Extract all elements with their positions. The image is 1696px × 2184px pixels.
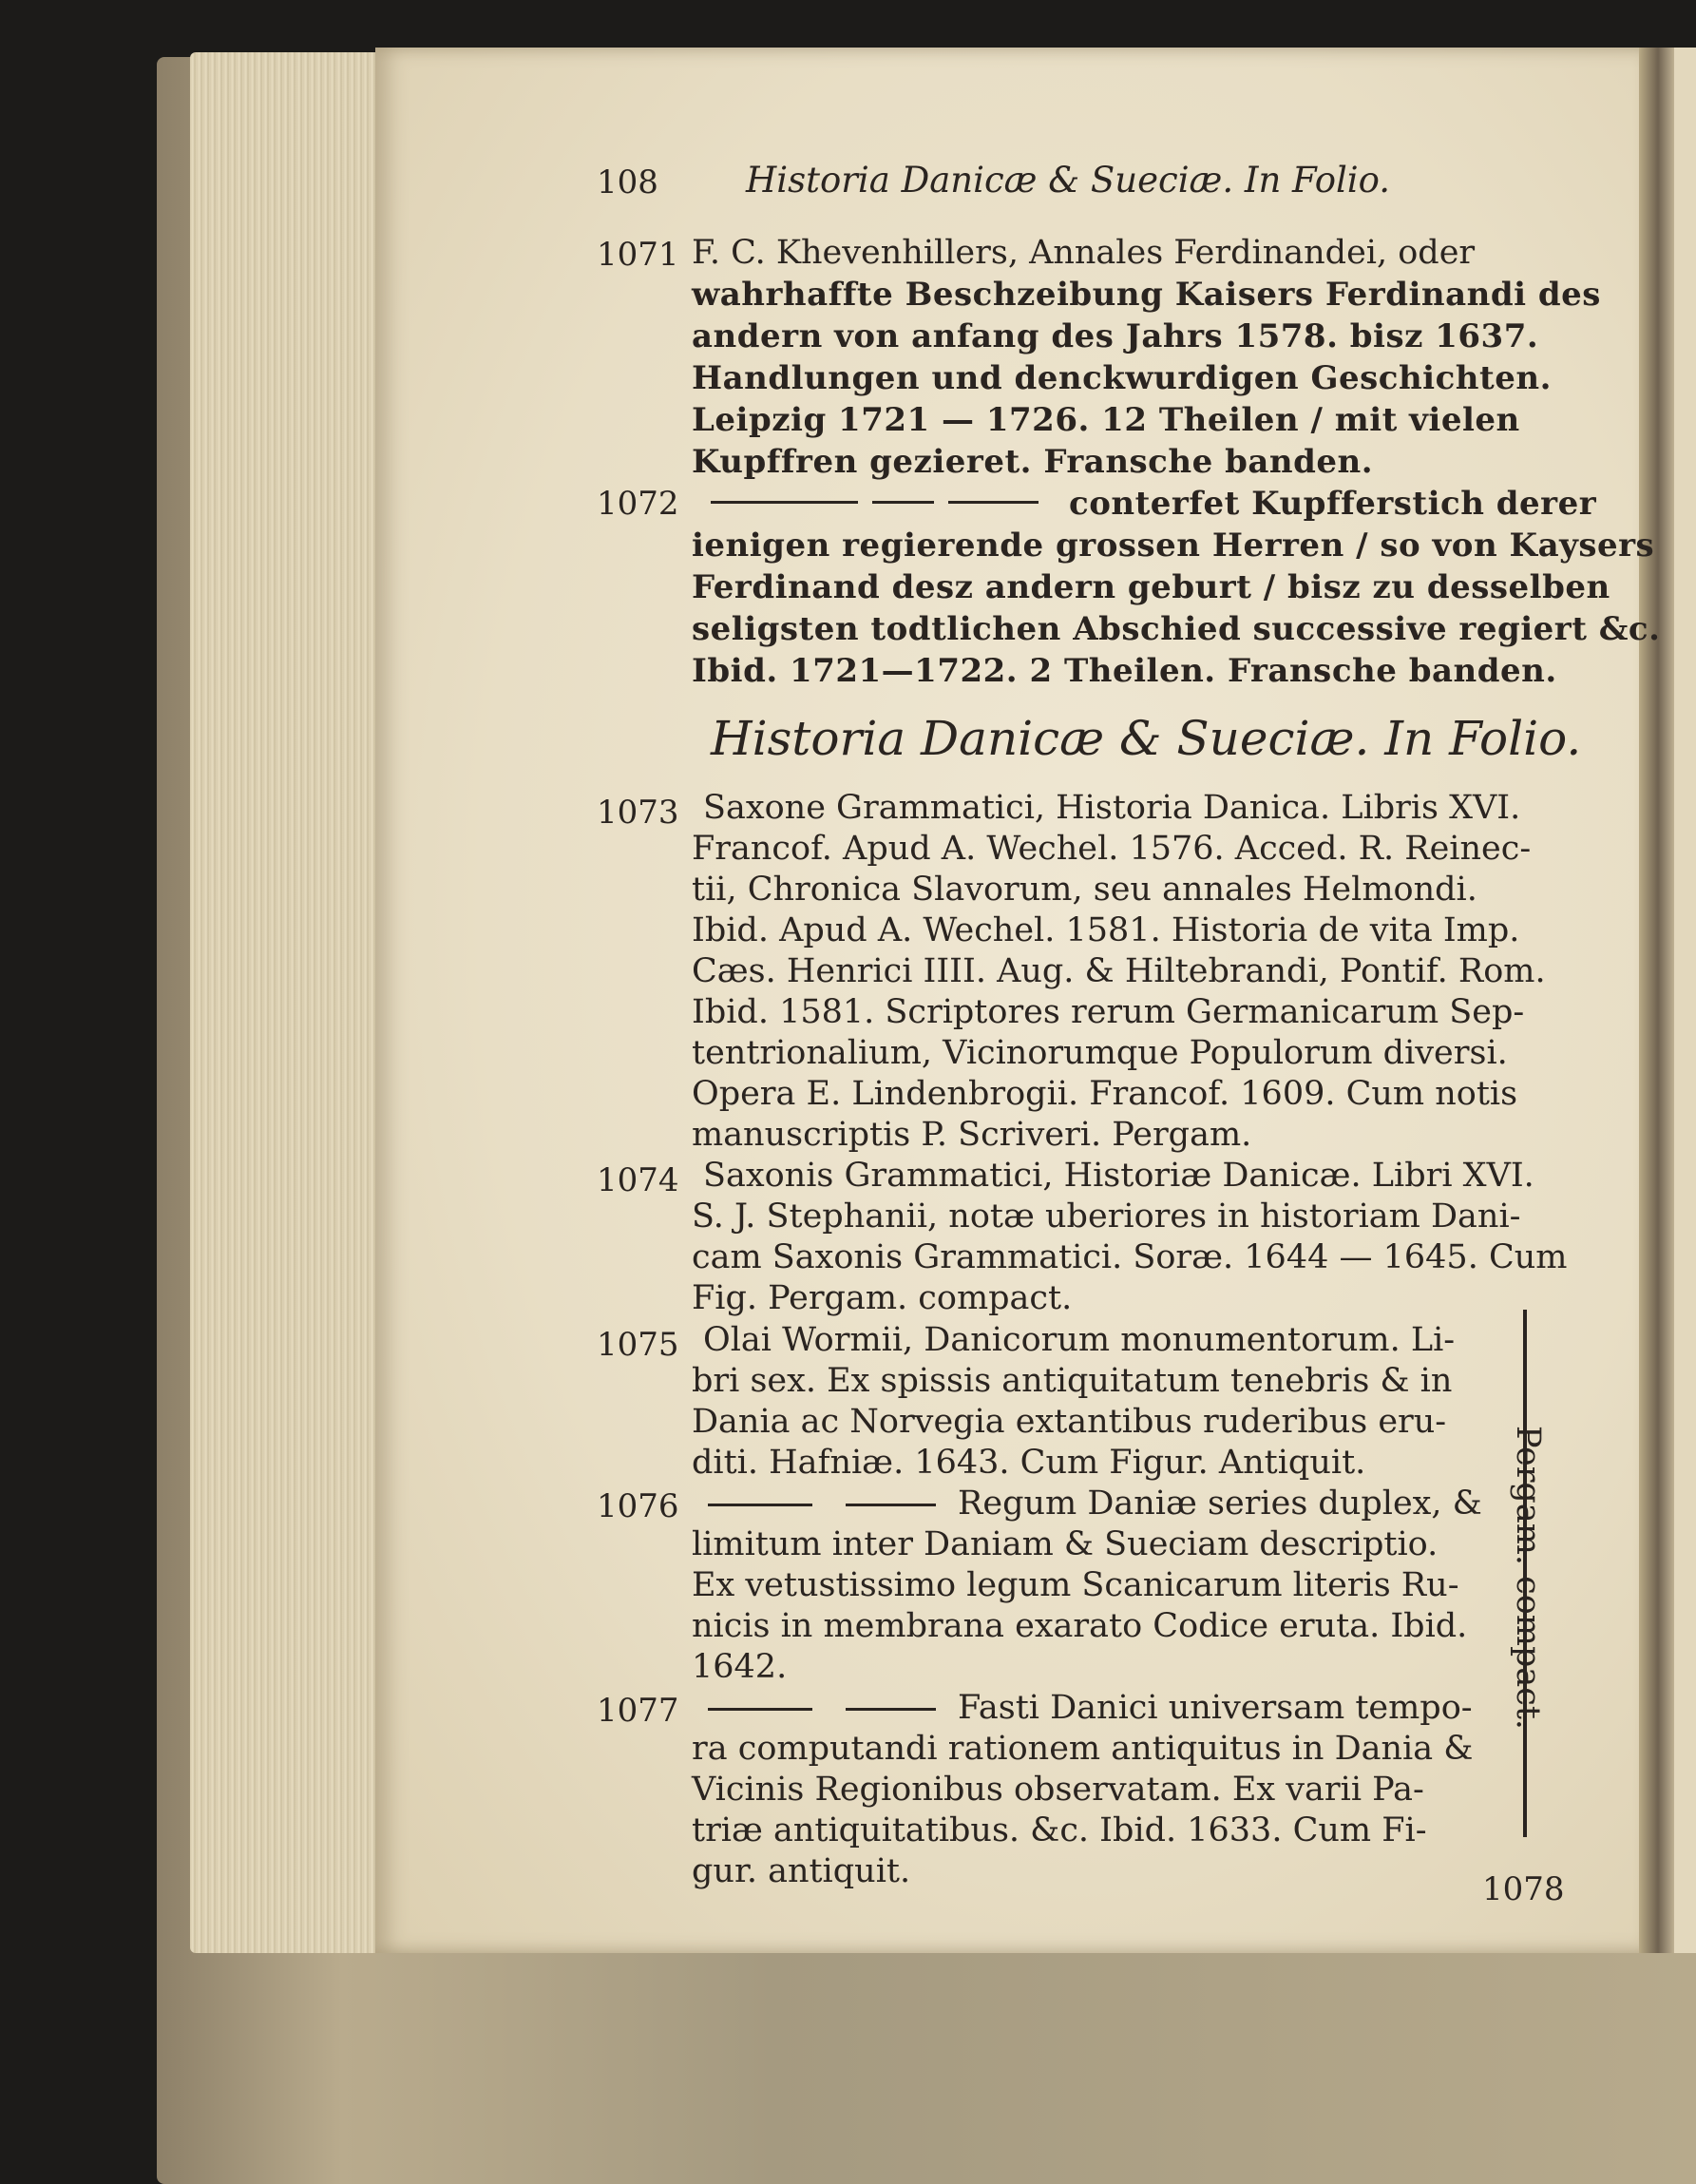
entry-line: Francof. Apud A. Wechel. 1576. Acced. R. Reinec- <box>692 830 1532 868</box>
entry-line: Ferdinand desz andern geburt / bisz zu desselben <box>692 568 1610 606</box>
page-number: 108 <box>597 163 658 201</box>
entry-line: nicis in membrana exarato Codice eruta. Ibid. <box>692 1607 1468 1645</box>
entry-line: wahrhaffte Beschzeibung Kaisers Ferdinandi des <box>692 276 1601 314</box>
entry-number: 1077 <box>597 1692 679 1730</box>
entry-line: Handlungen und denckwurdigen Geschichten. <box>692 359 1552 397</box>
ditto-rule <box>708 1504 812 1506</box>
entry-line: Leipzig 1721 — 1726. 12 Theilen / mit vielen <box>692 401 1520 439</box>
entry-line: triæ antiquitatibus. &c. Ibid. 1633. Cum Fi- <box>692 1811 1427 1849</box>
entry-line: F. C. Khevenhillers, Annales Ferdinandei, oder <box>692 234 1476 272</box>
entry-number: 1073 <box>597 794 679 832</box>
entry-line: limitum inter Daniam & Sueciam descriptio. <box>692 1525 1439 1563</box>
entry-line: tii, Chronica Slavorum, seu annales Helmondi. <box>692 871 1477 909</box>
entry-line: Ex vetustissimo legum Scanicarum literis Ru- <box>692 1566 1459 1604</box>
entry-line: Vicinis Regionibus observatam. Ex varii Pa- <box>692 1771 1424 1809</box>
entry-number: 1075 <box>597 1326 679 1364</box>
entry-line: Kupffren gezieret. Fransche banden. <box>692 443 1374 481</box>
ditto-rule <box>846 1708 936 1711</box>
entry-line: ra computandi rationem antiquitus in Dania & <box>692 1730 1474 1768</box>
page-edges <box>190 52 390 1953</box>
entry-line: Saxonis Grammatici, Historiæ Danicæ. Libri XVI. <box>703 1157 1534 1195</box>
entry-line: seligsten todtlichen Abschied successive regiert &c. <box>692 610 1661 648</box>
entry-line: Fasti Danici universam tempo- <box>958 1689 1473 1727</box>
entry-line: 1642. <box>692 1648 788 1686</box>
ditto-rule <box>708 1708 812 1711</box>
entry-line: Opera E. Lindenbrogii. Francof. 1609. Cum notis <box>692 1075 1518 1113</box>
running-head: Historia Danicæ & Sueciæ. In Folio. <box>746 160 1391 201</box>
entry-number: 1076 <box>597 1487 679 1525</box>
entry-line: Regum Daniæ series duplex, & <box>958 1485 1482 1523</box>
entry-number: 1074 <box>597 1161 679 1199</box>
catchword: 1078 <box>1482 1870 1565 1908</box>
ditto-rule <box>711 501 858 504</box>
entry-line: Olai Wormii, Danicorum monumentorum. Li- <box>703 1321 1456 1359</box>
entry-line: ienigen regierende grossen Herren / so von Kaysers <box>692 527 1655 565</box>
ditto-rule <box>846 1504 936 1506</box>
entry-line: Ibid. 1721—1722. 2 Theilen. Fransche banden. <box>692 652 1557 690</box>
entry-line: gur. antiquit. <box>692 1852 911 1890</box>
entry-line: Dania ac Norvegia extantibus ruderibus eru- <box>692 1403 1447 1441</box>
entry-line: S. J. Stephanii, notæ uberiores in historiam Dani- <box>692 1197 1521 1236</box>
book-gutter <box>1639 48 1677 1953</box>
entry-line: Ibid. Apud A. Wechel. 1581. Historia de vita Imp. <box>692 911 1520 949</box>
ditto-rule <box>872 501 934 504</box>
section-heading: Historia Danicæ & Sueciæ. In Folio. <box>711 711 1582 766</box>
entry-number: 1072 <box>597 485 679 523</box>
entry-line: Fig. Pergam. compact. <box>692 1279 1073 1317</box>
entry-line: Cæs. Henrici IIII. Aug. & Hiltebrandi, Pontif. Rom. <box>692 952 1546 990</box>
entry-line: andern von anfang des Jahrs 1578. bisz 1637. <box>692 317 1539 355</box>
entry-number: 1071 <box>597 236 679 274</box>
entry-line: bri sex. Ex spissis antiquitatum tenebris & in <box>692 1362 1453 1400</box>
entry-line: manuscriptis P. Scriveri. Pergam. <box>692 1116 1252 1154</box>
entry-line: conterfet Kupfferstich derer <box>1069 485 1597 523</box>
entry-line: cam Saxonis Grammatici. Soræ. 1644 — 1645. Cum <box>692 1238 1568 1276</box>
entry-line: tentrionalium, Vicinorumque Populorum diversi. <box>692 1034 1508 1072</box>
brace-note: Pergam. compact. <box>1509 1426 1547 1731</box>
entry-line: diti. Hafniæ. 1643. Cum Figur. Antiquit. <box>692 1444 1366 1482</box>
entry-line: Saxone Grammatici, Historia Danica. Libris XVI. <box>703 789 1521 827</box>
ditto-rule <box>948 501 1039 504</box>
facing-page-edge <box>1674 48 1696 1953</box>
entry-line: Ibid. 1581. Scriptores rerum Germanicarum Sep- <box>692 993 1525 1031</box>
